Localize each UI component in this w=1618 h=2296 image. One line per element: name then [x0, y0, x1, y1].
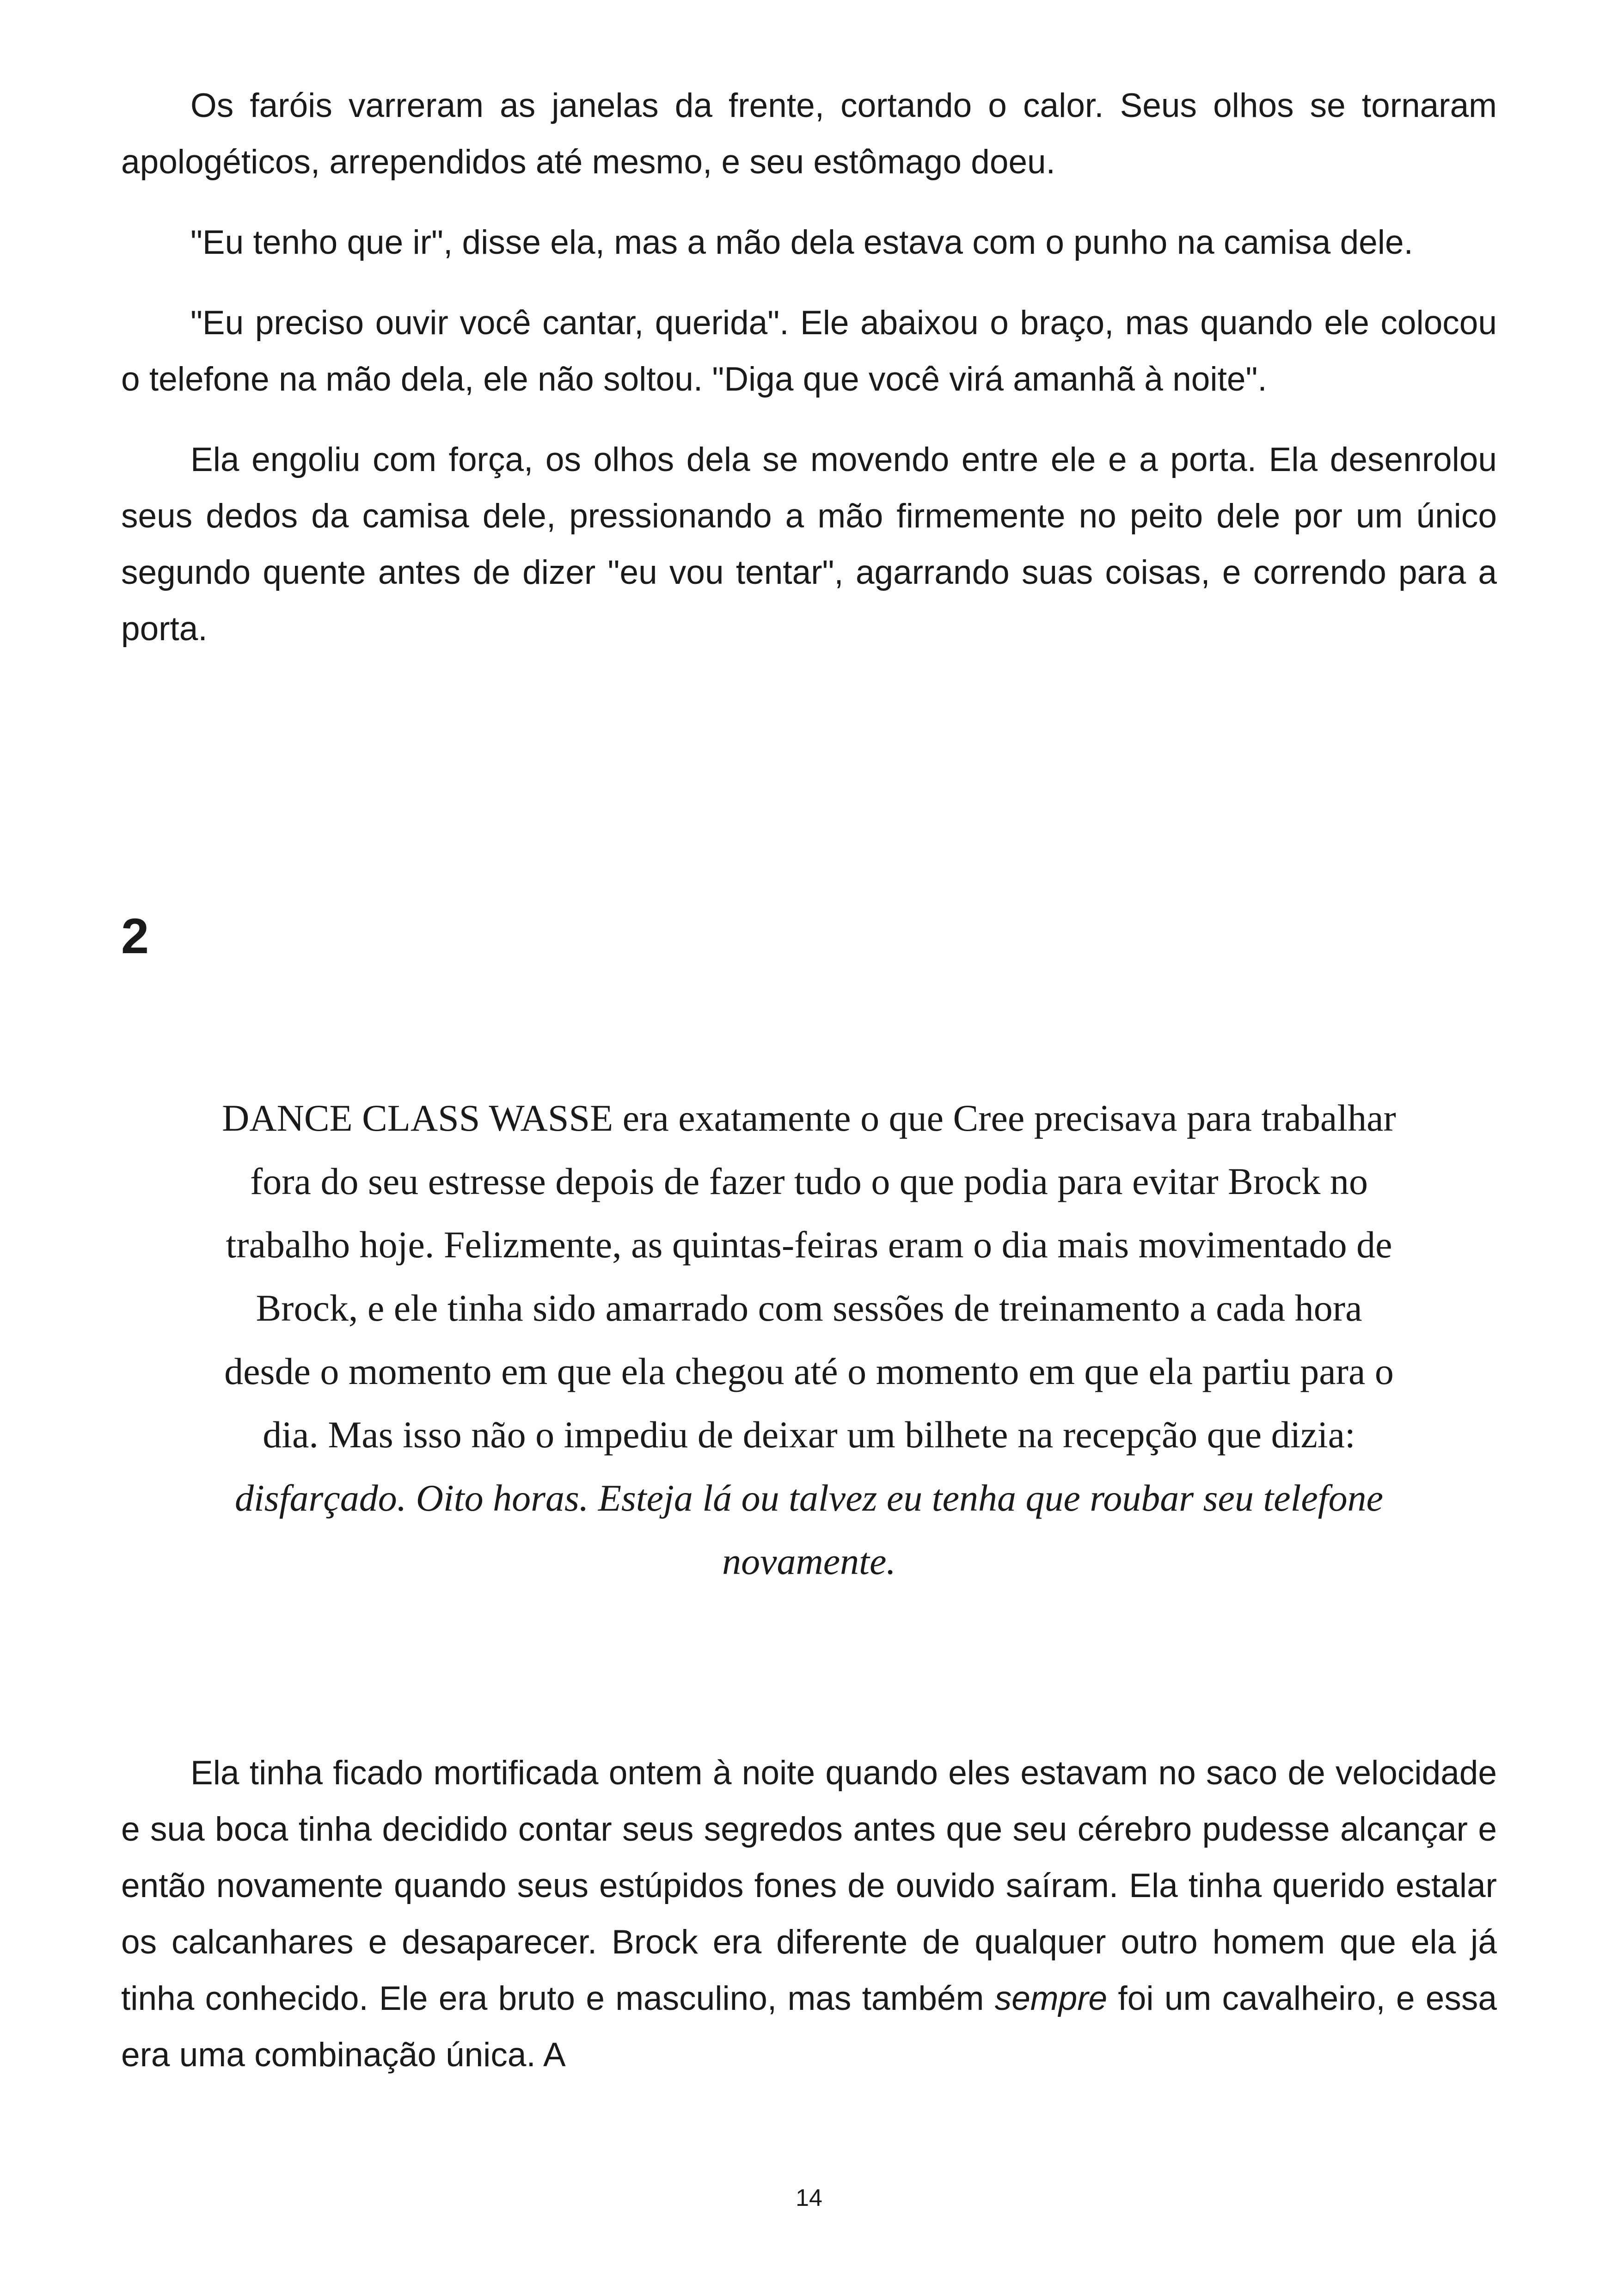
- paragraph-swallowed-hard: Ela engoliu com força, os olhos dela se movendo entre ele e a porta. Ela desenrolou seus dedos da camisa dele, pressionando a mão firmemente no peito dele por um único segundo quente antes de dizer "eu vou tentar", agarrando suas coisas, e correndo para a porta.: [121, 441, 1497, 648]
- paragraph-mortified-part2: foi um cavalheiro, e essa era uma combinação única. A: [121, 1980, 1497, 2074]
- chapter-number: 2: [121, 908, 149, 964]
- bottom-text-block: [121, 1745, 1497, 2083]
- paragraph-mortified: [121, 1745, 1497, 2083]
- chapter-opening-note-italic: disfarçado. Oito horas. Esteja lá ou talvez eu tenha que roubar seu telefone novamente.: [235, 1477, 1383, 1582]
- top-text-block: [121, 78, 1497, 657]
- page-number: 14: [796, 2185, 822, 2211]
- paragraph-headlights: Os faróis varreram as janelas da frente, cortando o calor. Seus olhos se tornaram apologéticos, arrependidos até mesmo, e seu estômago doeu.: [121, 87, 1497, 181]
- paragraph-mortified-part1: Ela tinha ficado mortificada ontem à noite quando eles estavam no saco de velocidade e sua boca tinha decidido contar seus segredos antes que seu cérebro pudesse alcançar e então novamente quando seus estúpidos fones de ouvido saíram. Ela tinha querido estalar os calcanhares e desaparecer. Brock era diferente de qualquer outro homem que ela já tinha conhecido. Ele era bruto e masculino, mas também: [121, 1754, 1497, 2017]
- paragraph-need-to-hear-you-sing: "Eu preciso ouvir você cantar, querida". Ele abaixou o braço, mas quando ele colocou o telefone na mão dela, ele não soltou. "Diga que você virá amanhã à noite".: [121, 304, 1497, 398]
- paragraph-i-have-to-go: "Eu tenho que ir", disse ela, mas a mão dela estava com o punho na camisa dele.: [190, 224, 1413, 261]
- emphasis-word: sempre: [994, 1980, 1108, 2017]
- chapter-opening-paragraph: [217, 1086, 1401, 1593]
- chapter-opening-text: DANCE CLASS WASSE era exatamente o que Cree precisava para trabalhar fora do seu estresse depois de fazer tudo o que podia para evitar Brock no trabalho hoje. Felizmente, as quintas-feiras eram o dia mais movimentado de Brock, e ele tinha sido amarrado com sessões de treinamento a cada hora desde o momento em que ela chegou até o momento em que ela partiu para o dia. Mas isso não o impediu de deixar um bilhete na recepção que dizia:: [222, 1097, 1396, 1456]
